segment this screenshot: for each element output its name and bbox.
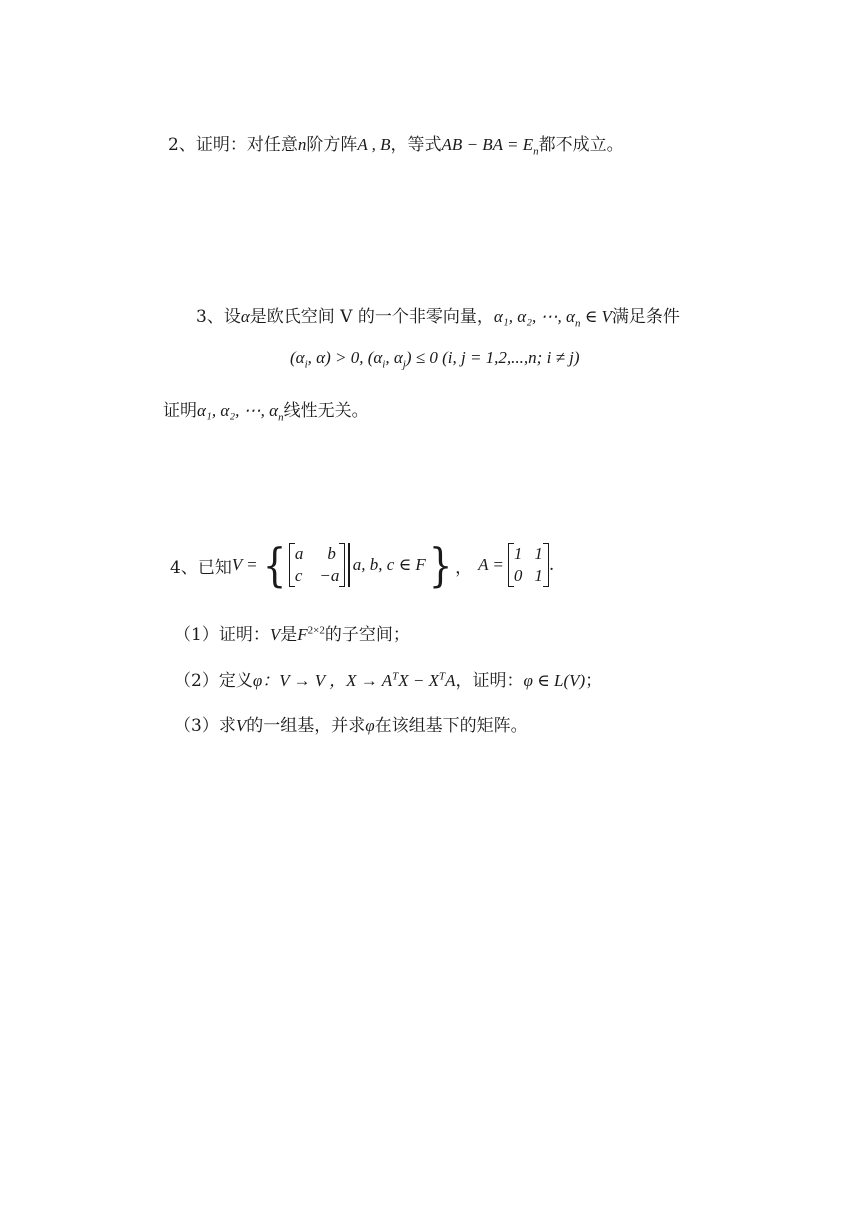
- problem-4-sep: ，: [455, 557, 473, 578]
- problem-4-statement: [170, 538, 555, 592]
- problem-2-suffix: 都不成立。: [538, 135, 624, 155]
- problem-2-equation: AB − BA = $E_n$: [441, 135, 539, 158]
- problem-3-concl-suffix: 线性无关。: [283, 401, 369, 421]
- problem-3-alpha: α: [240, 307, 250, 326]
- problem-4-A-eq: A =: [478, 555, 504, 574]
- problem-4-condition: a, b, c ∈ F: [352, 555, 426, 574]
- problem-2-number: 2、: [168, 135, 196, 155]
- problem-2-comma: ，等式: [390, 135, 442, 155]
- left-brace: {: [262, 538, 286, 592]
- such-that-bar: [348, 543, 349, 587]
- matrix-A: 1 1 0 1: [508, 543, 549, 587]
- problem-4-V-eq: V =: [231, 555, 258, 574]
- problem-4-part-3: （3）求V的一组基，并求φ在该组基下的矩阵。: [174, 716, 528, 736]
- problem-3-conclusion: [163, 396, 369, 424]
- problem-2-mid: 阶方阵: [306, 135, 358, 155]
- problem-3-number: 3、: [196, 307, 224, 327]
- problem-3-concl-prefix: 证明: [163, 401, 197, 421]
- problem-4-end: .: [548, 555, 555, 575]
- problem-2-n: n: [297, 135, 307, 154]
- problem-2-prefix: 证明：对任意: [195, 135, 298, 155]
- problem-3-prefix: 设: [223, 307, 241, 327]
- problem-3-statement: [196, 302, 680, 330]
- problem-4-part-2: （2）定义φ：V → V ，$X \to A^TX - X^TA$，证明：φ ∈ L(V)；: [174, 670, 603, 691]
- problem-4-part-1: （1）证明：V是$F^{2\times 2}$的子空间；: [174, 624, 410, 645]
- problem-4-number: 4、: [170, 557, 198, 578]
- problem-4-prefix: 已知: [197, 557, 232, 578]
- problem-2-matrices: A , B: [357, 135, 391, 154]
- problem-3-condition: ($\alpha_i$, α) > 0, ($\alpha_i$, $\alpha_j) \le 0$ (i, j = 1,2,...,n; i ≠ j): [290, 348, 580, 371]
- problem-3-concl-vectors: α₁, α₂, ⋯, $\alpha_n$: [197, 401, 284, 424]
- matrix-V: a b c −a: [289, 543, 345, 587]
- problem-3-suffix: 满足条件: [611, 307, 680, 327]
- problem-3-vectors: α₁, α₂, ⋯, $\alpha_n$ ∈ V: [493, 307, 612, 330]
- right-brace: }: [428, 538, 453, 592]
- problem-3-mid: 是欧氏空间 V 的一个非零向量，: [249, 307, 494, 327]
- problem-2: [168, 130, 624, 158]
